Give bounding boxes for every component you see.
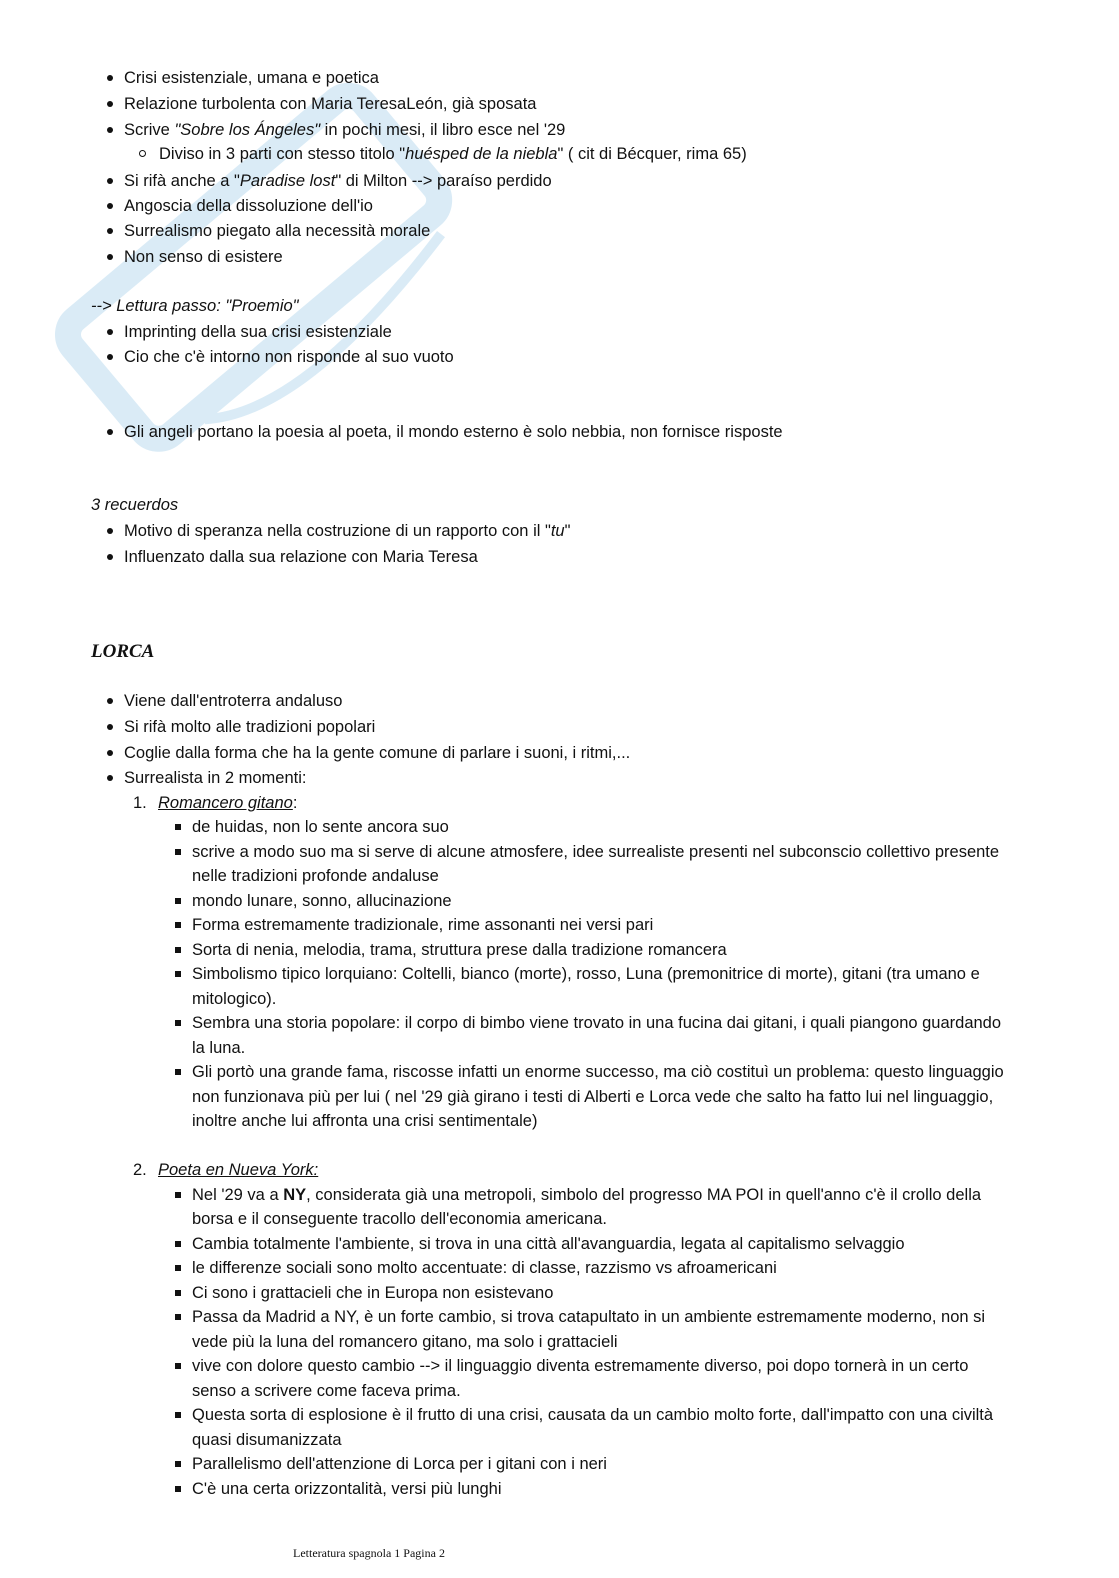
list-item: C'è una certa orizzontalità, versi più lunghi	[192, 1479, 502, 1498]
list-item: Forma estremamente tradizionale, rime assonanti nei versi pari	[192, 916, 654, 934]
list-item: Surrealista in 2 momenti:	[124, 769, 307, 787]
numbered-item-poeta: 2. Poeta en Nueva York:	[133, 1161, 319, 1179]
list-item: Simbolismo tipico lorquiano: Coltelli, bianco (morte), rosso, Luna (premonitrice di morte), gitani (tra umano e	[192, 965, 980, 983]
list-item: vive con dolore questo cambio --> il linguaggio diventa estremamente diverso, poi dopo tornerà in un certo	[192, 1357, 969, 1375]
section-heading: --> Lettura passo: "Proemio"	[91, 297, 299, 315]
list-item: Passa da Madrid a NY, è un forte cambio, si trova catapultato in un ambiente estremamente moderno, non si	[192, 1308, 986, 1326]
list-item-continuation: non funzionava più per lui ( nel '29 già girano i testi di Alberti e Lorca vede che salto ha fatto lui nel linguaggio,	[192, 1087, 994, 1106]
list-item: Imprinting della sua crisi esistenziale	[124, 323, 392, 341]
list-item-continuation: inoltre anche lui affronta una crisi sentimentale)	[192, 1112, 538, 1130]
list-item: Gli portò una grande fama, riscosse infatti un enorme successo, ma ciò costituì un problema: questo linguaggio	[192, 1063, 1004, 1081]
list-item: Cio che c'è intorno non risponde al suo vuoto	[124, 348, 454, 366]
list-item-continuation: senso a scrivere come faceva prima.	[192, 1381, 461, 1400]
list-item-continuation: borsa e il conseguente tracollo dell'economia americana.	[192, 1210, 607, 1228]
list-item: Sembra una storia popolare: il corpo di bimbo viene trovato in una fucina dai gitani, i quali piangono guardando	[192, 1014, 1002, 1032]
list-item: Relazione turbolenta con Maria TeresaLeón, già sposata	[124, 95, 537, 113]
page-title: LORCA	[91, 641, 155, 662]
list-item: Si rifà molto alle tradizioni popolari	[124, 718, 376, 736]
list-item: le differenze sociali sono molto accentuate: di classe, razzismo vs afroamericani	[192, 1259, 777, 1277]
list-item: scrive a modo suo ma si serve di alcune atmosfere, idee surrealiste presenti nel subconscio collettivo presente	[192, 842, 1000, 861]
list-item: Influenzato dalla sua relazione con Maria Teresa	[124, 548, 478, 566]
list-item: Questa sorta di esplosione è il frutto di una crisi, causata da un cambio molto forte, dall'impatto con una civiltà	[192, 1406, 994, 1424]
list-item: Scrive "Sobre los Ángeles" in pochi mesi, il libro esce nel '29	[124, 121, 566, 139]
section-heading: 3 recuerdos	[91, 496, 179, 514]
list-item: Surrealismo piegato alla necessità morale	[124, 222, 431, 240]
list-item-continuation: mitologico).	[192, 989, 277, 1008]
list-item: Parallelismo dell'attenzione di Lorca per i gitani con i neri	[192, 1455, 607, 1473]
list-item: Non senso di esistere	[124, 248, 283, 266]
list-item-continuation: vede più la luna del romancero gitano, ma solo i grattacieli	[192, 1332, 618, 1351]
list-item-continuation: nelle tradizioni profonde andaluse	[192, 867, 439, 885]
numbered-item-romancero: 1. Romancero gitano:	[133, 794, 298, 812]
list-item: Viene dall'entroterra andaluso	[124, 692, 343, 710]
list-item: Sorta di nenia, melodia, trama, struttura prese dalla tradizione romancera	[192, 940, 727, 959]
list-item: Angoscia della dissoluzione dell'io	[124, 197, 373, 215]
page-footer: Letteratura spagnola 1 Pagina 2	[293, 1546, 445, 1560]
list-item: mondo lunare, sonno, allucinazione	[192, 891, 452, 910]
list-item: Si rifà anche a "Paradise lost" di Milton --> paraíso perdido	[124, 172, 552, 190]
list-item: Crisi esistenziale, umana e poetica	[124, 69, 379, 87]
list-item-continuation: la luna.	[192, 1038, 246, 1057]
list-item-continuation: quasi disumanizzata	[192, 1430, 342, 1449]
list-item: de huidas, non lo sente ancora suo	[192, 818, 449, 836]
list-item: Cambia totalmente l'ambiente, si trova in una città all'avanguardia, legata al capitalismo selvaggio	[192, 1234, 905, 1253]
list-item: Motivo di speranza nella costruzione di un rapporto con il "tu"	[124, 522, 571, 540]
list-item: Diviso in 3 parti con stesso titolo "huésped de la niebla" ( cit di Bécquer, rima 65)	[159, 145, 747, 163]
list-item: Gli angeli portano la poesia al poeta, il mondo esterno è solo nebbia, non fornisce risposte	[124, 423, 783, 441]
list-item: Ci sono i grattacieli che in Europa non esistevano	[192, 1283, 554, 1302]
list-item: Coglie dalla forma che ha la gente comune di parlare i suoni, i ritmi,...	[124, 744, 631, 762]
list-item: Nel '29 va a NY, considerata già una metropoli, simbolo del progresso MA POI in quell'anno c'è il crollo della	[192, 1186, 982, 1204]
